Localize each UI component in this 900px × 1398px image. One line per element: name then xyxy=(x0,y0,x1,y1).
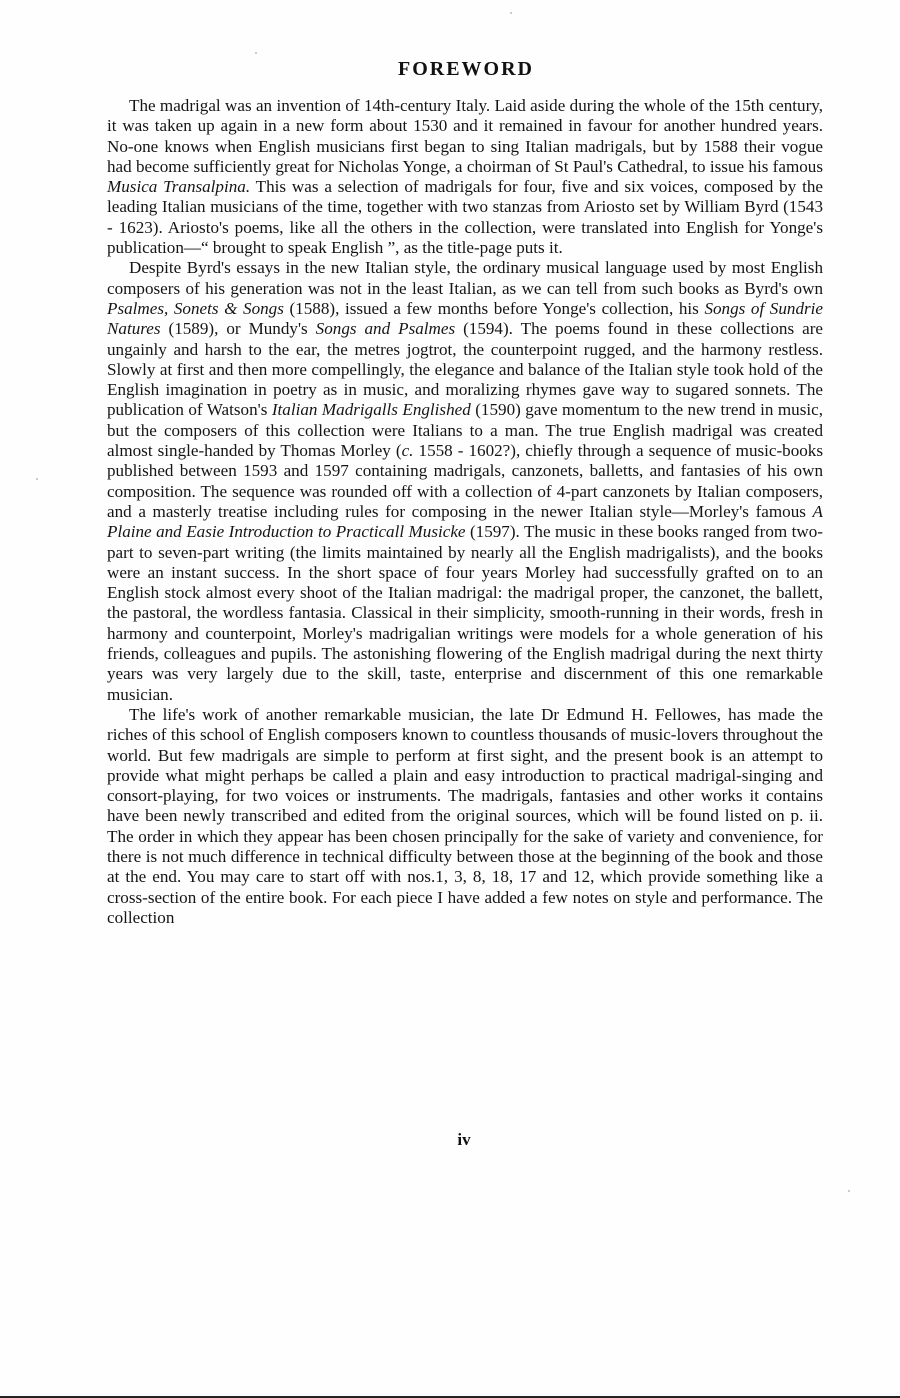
italic-title-run: Italian Madrigalls Englished xyxy=(271,400,471,420)
text-run: Despite Byrd's essays in the new Italian style, the ordinary musical language used by most English composers of his generation was not in the least Italian, as we can tell from such books as Byrd's own xyxy=(107,258,823,298)
page-title: FOREWORD xyxy=(398,58,534,80)
italic-title-run: Songs and Psalmes xyxy=(315,319,456,339)
foreword-body xyxy=(107,96,823,928)
paragraph xyxy=(107,705,823,928)
page-number: iv xyxy=(457,1130,471,1149)
italic-title-run: c. xyxy=(401,441,414,461)
text-run: (1594). The poems found in these collections are ungainly and harsh to the ear, the metres jogtrot, the counterpoint rugged, and the harmony restless. Slowly at first and then more compellingly, the elegance and balance of the Italian style took hold of the English imagination in poetry as in music, and moralizing rhymes gave way to sugared sonnets. The publication of Watson's xyxy=(107,319,823,420)
text-run: 1558 - 1602?), chiefly through a sequence of music-books published between 1593 and 1597 containing madrigals, canzonets, balletts, and fantasies of his own composition. The sequence was rounded off with a collection of 4-part canzonets by Italian composers, and a masterly treatise including rules for composing in the newer Italian style—Morley's famous xyxy=(107,441,824,521)
italic-title-run: A Plaine and Easie Introduction to Practicall Musicke xyxy=(107,501,823,542)
text-run: (1590) gave momentum to the new trend in music, but the composers of this collection were Italians to a man. The true English madrigal was created almost single-handed by Thomas Morley ( xyxy=(107,400,823,461)
paper-speck xyxy=(848,1190,850,1192)
text-run: The life's work of another remarkable musician, the late Dr Edmund H. Fellowes, has made the riches of this school of English composers known to countless thousands of music-lovers throughout the world. But few madrigals are simple to perform at first sight, and the present book is an attempt to provide what might perhaps be called a plain and easy introduction to practical madrigal-singing and consort-playing, for two voices or instruments. The madrigals, fantasies and other works it contains have been newly transcribed and edited from the original sources, which will be found listed on p. ii. The order in which they appear has been chosen principally for the sake of variety and convenience, for there is not much difference in technical difficulty between those at the beginning of the book and those at the end. You may care to start off with nos.1, 3, 8, 18, 17 and 12, which provide something like a cross-section of the entire book. For each piece I have added a few notes on style and performance. The collection xyxy=(107,704,823,927)
text-run: (1588), issued a few months before Yonge's collection, his xyxy=(283,298,705,318)
text-run: (1589), or Mundy's xyxy=(160,319,316,339)
paper-speck xyxy=(36,478,38,480)
text-run: The madrigal was an invention of 14th-century Italy. Laid aside during the whole of the 15th century, it was taken up again in a new form about 1530 and it remained in favour for another hundred years. No-one knows when English musicians first began to sing Italian madrigals, but by 1588 their vogue had become sufficiently great for Nicholas Yonge, a choirman of St Paul's Cathedral, to issue his famous xyxy=(107,96,823,176)
paragraph xyxy=(107,258,823,705)
italic-title-run: Songs of Sundrie Natures xyxy=(107,298,823,339)
paragraph xyxy=(107,96,823,258)
paper-speck xyxy=(510,12,512,14)
text-run: This was a selection of madrigals for four, five and six voices, composed by the leading Italian musicians of the time, together with two stanzas from Ariosto set by William Byrd (1543 - 1623). Ariosto's poems, like all the others in the collection, were translated into English for Yonge's publication—“ brought to speak English ”, as the title-page puts it. xyxy=(107,177,824,258)
italic-title-run: Musica Transalpina. xyxy=(107,177,251,197)
paper-speck xyxy=(255,52,257,54)
italic-title-run: Psalmes, Sonets & Songs xyxy=(107,298,284,318)
text-run: (1597). The music in these books ranged from two-part to seven-part writing (the limits maintained by nearly all the English madrigalists), and the books were an instant success. In the short space of four years Morley had successfully grafted on to an English stock almost every shoot of the Italian madrigal: the madrigal proper, the canzonet, the ballett, the pastoral, the wordless fantasia. Classical in their simplicity, smooth-running in their words, fresh in harmony and counterpoint, Morley's madrigalian writings were models for a whole generation of his friends, colleagues and pupils. The astonishing flowering of the English madrigal during the next thirty years was very largely due to the skill, taste, enterprise and discernment of this one remarkable musician. xyxy=(107,522,824,704)
